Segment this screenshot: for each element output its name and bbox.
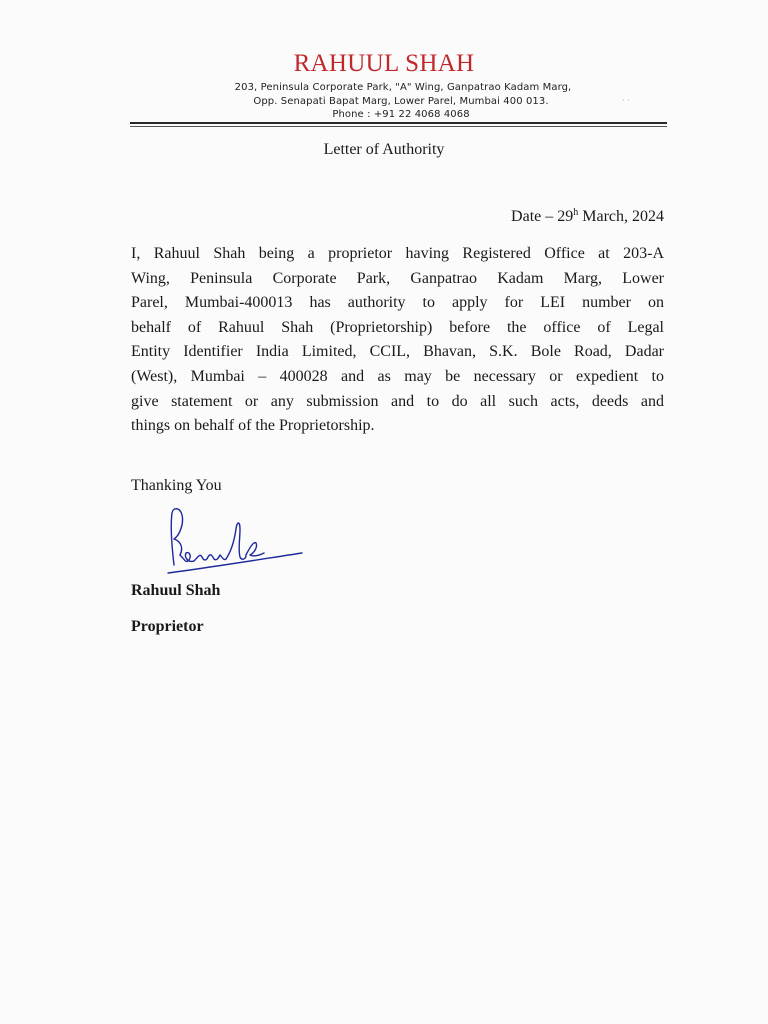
- body-line: Entity Identifier India Limited, CCIL, Bhavan, S.K. Bole Road, Dadar: [131, 343, 664, 361]
- signature-strokes: [168, 509, 302, 573]
- letterhead-address-line-1: 203, Peninsula Corporate Park, "A" Wing, Ganpatrao Kadam Marg,: [234, 82, 572, 93]
- letterhead-rule-thin: [130, 126, 667, 127]
- date-prefix: Date – 29: [511, 208, 574, 225]
- date-superscript: h: [573, 207, 579, 218]
- scan-speck: · ·: [622, 96, 630, 105]
- body-line: Parel, Mumbai-400013 has authority to apply for LEI number on: [131, 294, 664, 312]
- letterhead-rule: [130, 122, 667, 124]
- body-line: give statement or any submission and to do all such acts, deeds and: [131, 392, 664, 410]
- letterhead-phone: Phone : +91 22 4068 4068: [332, 109, 470, 120]
- body-line: Wing, Peninsula Corporate Park, Ganpatrao Kadam Marg, Lower: [131, 269, 664, 287]
- signatory-name: Rahuul Shah: [131, 582, 221, 599]
- letter-date: [511, 208, 664, 226]
- letterhead-name: RAHUUL SHAH: [293, 50, 475, 77]
- body-line: behalf of Rahuul Shah (Proprietorship) before the office of Legal: [131, 318, 664, 336]
- letter-body: [131, 242, 664, 439]
- body-line: I, Rahuul Shah being a proprietor having Registered Office at 203-A: [131, 245, 664, 262]
- body-line: things on behalf of the Proprietorship.: [131, 417, 375, 435]
- body-line: (West), Mumbai – 400028 and as may be necessary or expedient to: [131, 367, 664, 385]
- closing-text: Thanking You: [131, 477, 222, 494]
- signatory-title: Proprietor: [131, 618, 204, 635]
- letter-subject: Letter of Authority: [323, 141, 445, 158]
- letterhead-address-line-2: Opp. Senapati Bapat Marg, Lower Parel, Mumbai 400 013.: [253, 96, 549, 107]
- date-suffix: March, 2024: [578, 208, 664, 225]
- handwritten-signature: [160, 503, 310, 578]
